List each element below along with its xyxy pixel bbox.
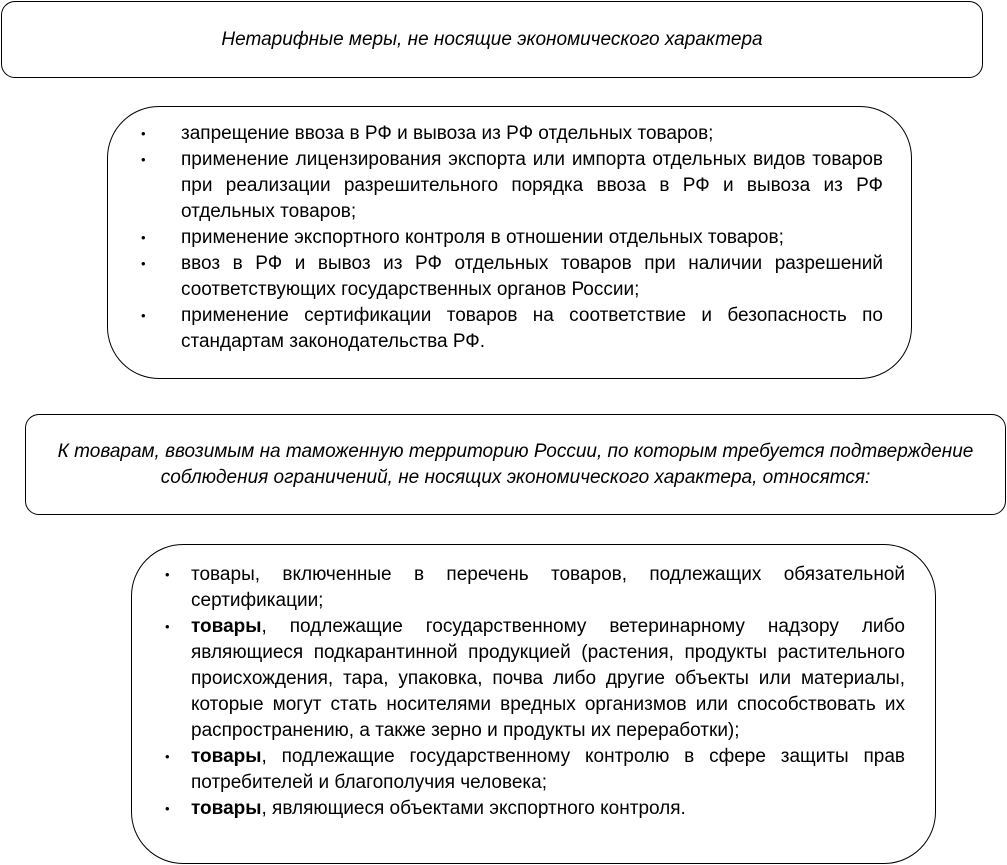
bullet-icon: • bbox=[141, 230, 146, 245]
header-title: Нетарифные меры, не носящие экономического характера bbox=[221, 28, 763, 50]
goods-list bbox=[165, 562, 905, 822]
list-item-text: применение лицензирования экспорта или импорта отдельных видов товаров при реализации разрешительного порядка ввоза в РФ и вывоза из РФ отдельных товаров; bbox=[181, 149, 883, 222]
measures-list bbox=[141, 121, 883, 355]
list-item-text: ввоз в РФ и вывоз из РФ отдельных товаров при наличии разрешений соответствующих государственных органов России; bbox=[181, 253, 883, 300]
list-item bbox=[141, 225, 883, 251]
bullet-icon: • bbox=[165, 801, 170, 816]
list-item bbox=[141, 303, 883, 355]
bullet-icon: • bbox=[141, 308, 146, 323]
list-item-text: товары, включенные в перечень товаров, подлежащих обязательной сертификации; bbox=[191, 564, 905, 611]
list-item-text: , подлежащие государственному ветеринарному надзору либо являющиеся подкарантинной продукцией (растения, продукты растительного происхождения, тара, упаковка, почва либо другие объекты или материалы, которые могут стать носителями вредных организмов или способствовать их распространению, а также зерно и продукты их переработки); bbox=[191, 616, 905, 741]
list-item-bold: товары bbox=[191, 616, 262, 637]
bullet-icon: • bbox=[165, 567, 170, 582]
list-item-text: , являющиеся объектами экспортного контроля. bbox=[261, 798, 686, 819]
list-item-text: применение экспортного контроля в отношении отдельных товаров; bbox=[181, 227, 784, 248]
bullet-icon: • bbox=[165, 749, 170, 764]
goods-box bbox=[131, 544, 936, 864]
header-box bbox=[1, 1, 983, 78]
list-item bbox=[165, 562, 905, 614]
list-item bbox=[141, 251, 883, 303]
list-item bbox=[165, 744, 905, 796]
bullet-icon: • bbox=[141, 256, 146, 271]
list-item bbox=[141, 147, 883, 225]
list-item-bold: товары bbox=[191, 746, 262, 767]
measures-box bbox=[107, 106, 912, 379]
bullet-icon: • bbox=[165, 619, 170, 634]
info-text: К товарам, ввозимым на таможенную территорию России, по которым требуется подтверждение соблюдения ограничений, не носящих экономического характера, относятся: bbox=[57, 440, 974, 488]
list-item-text: запрещение ввоза в РФ и вывоза из РФ отдельных товаров; bbox=[181, 123, 714, 144]
list-item bbox=[141, 121, 883, 147]
list-item-text: , подлежащие государственному контролю в сфере защиты прав потребителей и благополучия человека; bbox=[191, 746, 905, 793]
list-item-text: применение сертификации товаров на соответствие и безопасность по стандартам законодательства РФ. bbox=[181, 305, 883, 352]
list-item bbox=[165, 796, 905, 822]
bullet-icon: • bbox=[141, 126, 146, 141]
list-item bbox=[165, 614, 905, 744]
info-box bbox=[25, 414, 1006, 515]
list-item-bold: товары bbox=[191, 798, 262, 819]
bullet-icon: • bbox=[141, 152, 146, 167]
